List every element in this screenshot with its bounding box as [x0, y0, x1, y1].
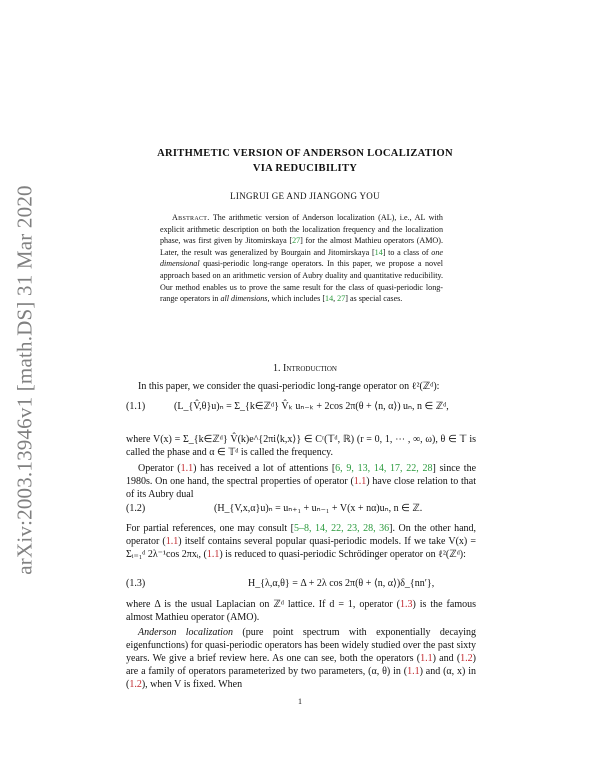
- section-title: 1. Introduction: [273, 363, 337, 374]
- paragraph-text: ) is the famous almost Mathieu operator (AMO).: [126, 599, 476, 623]
- paragraph-text: where Δ is the usual Laplacian on ℤᵈ lattice. If d = 1, operator (: [126, 599, 400, 610]
- equation-link[interactable]: 1.3: [399, 599, 413, 610]
- equation-number: (1.1): [126, 401, 146, 412]
- authors: LINGRUI GE AND JIANGONG YOU: [230, 191, 380, 201]
- emphasis: Anderson localization: [138, 627, 233, 638]
- equation-link[interactable]: 1.1: [206, 549, 220, 560]
- equation-body: (H_{V,x,α}u)ₙ = uₙ₊₁ + uₙ₋₁ + V(x + nα)uₙ, n ∈ ℤ.: [214, 503, 423, 514]
- arxiv-id: arXiv:2003.13946v1 [math.DS] 31 Mar 2020: [12, 185, 37, 575]
- equation-link[interactable]: 1.2: [460, 653, 473, 664]
- page-number: 1: [298, 697, 302, 706]
- paragraph-text: In this paper, we consider the quasi-periodic long-range operator on ℓ²(ℤᵈ):: [138, 381, 440, 392]
- paragraph-1: [126, 380, 476, 393]
- paragraph-text: ), when V is fixed. When: [141, 679, 243, 690]
- citation-link[interactable]: 5–8, 14, 22, 23, 28, 36: [294, 523, 390, 534]
- paragraph-2: where V(x) = Σ_{k∈ℤᵈ} V̂(k)e^{2πi⟨k,x⟩} ∈ Cʳ(𝕋ᵈ, ℝ) (r = 0, 1, ⋯ , ∞, ω), θ ∈ 𝕋 is called the phase and α ∈ 𝕋ᵈ is called the frequency.: [126, 434, 476, 458]
- abstract-text: quasi-periodic long-range operators. In this paper, we propose a novel approach based on an arithmetic version of Aubry duality and quantitative reducibility. Our method enables us to prove the same result for the class of quasi-periodic long-range operators in: [160, 259, 443, 304]
- title-line-1: ARITHMETIC VERSION OF ANDERSON LOCALIZATION: [157, 148, 453, 159]
- equation-link[interactable]: 1.1: [420, 653, 433, 664]
- paragraph-text: ) are a family of operators parameterized by two parameters, (α, θ) in (: [126, 653, 476, 677]
- equation-link[interactable]: 1.1: [407, 666, 420, 677]
- paragraph-3: [126, 462, 476, 501]
- paper-title: [110, 146, 500, 176]
- paragraph-text: ) and (α, x) in (: [126, 666, 477, 690]
- abstract-label: Abstract.: [172, 213, 210, 222]
- citation-link[interactable]: 27: [292, 236, 301, 246]
- equation-link[interactable]: 1.1: [165, 536, 179, 547]
- abstract-emphasis: all dimensions: [220, 294, 268, 304]
- citation-link[interactable]: 14: [325, 294, 334, 304]
- paragraph-text: ) itself contains several popular quasi-periodic models. If we take V(x) = Σᵢ₌₁ᵈ 2λ⁻¹cos 2πxᵢ, (: [126, 536, 476, 560]
- paragraph-text: ] since the 1980s. On one hand, the spectral properties of operator (: [126, 463, 477, 487]
- abstract-text: ] as special cases.: [345, 294, 403, 304]
- citation-link[interactable]: 14: [374, 247, 383, 257]
- paragraph-text: ]. On the other hand, operator (: [126, 523, 477, 547]
- title-line-2: VIA REDUCIBILITY: [252, 163, 358, 174]
- equation-link[interactable]: 1.2: [129, 679, 142, 690]
- paragraph-text: (pure point spectrum with exponentially decaying eigenfunctions) for quasi-periodic operators has been widely studied over the past sixty years. We give a brief review here. As one can see, both the operators (: [126, 627, 476, 664]
- paragraph-6: [126, 626, 476, 691]
- section-heading: [110, 363, 500, 374]
- arxiv-sidebar-stamp: [10, 170, 40, 590]
- paragraph-text: Operator (: [138, 463, 181, 474]
- equation-link[interactable]: 1.1: [353, 476, 367, 487]
- equation-body: H_{λ,α,θ} = Δ + 2λ cos 2π(θ + ⟨n, α⟩)δ_{nn′},: [248, 578, 435, 589]
- paragraph-text: ) has received a lot of attentions [: [193, 463, 336, 474]
- paragraph-text: For partial references, one may consult [: [126, 523, 295, 534]
- abstract: Abstract. The arithmetic version of Anderson localization (AL), i.e., AL with explicit arithmetic description on both the localization frequency and the localization phase, was first given by Jitomirskaya [27] for the almost Mathieu operators (AMO). Later, the result was generalized by Bourgain and Jitomirskaya [14] to a class of one dimensional quasi-periodic long-range operators. In this paper, we propose a novel approach based on an arithmetic version of Aubry duality and quantitative reducibility. Our method enables us to prove the same result for the class of quasi-periodic long-range operators in all dimensions, which includes [14, 27] as special cases.: [160, 213, 443, 304]
- equation-body: (L_{V̂,θ}u)ₙ = Σ_{k∈ℤᵈ} V̂ₖ uₙ₋ₖ + 2cos 2π(θ + ⟨n, α⟩) uₙ, n ∈ ℤᵈ,: [174, 401, 449, 412]
- paragraph-text: ) and (: [432, 653, 461, 664]
- abstract-text: The arithmetic version of Anderson localization (AL), i.e., AL with explicit arithmetic description on both the localization frequency and the localization phase, was first given by Jitomirskaya [: [160, 213, 443, 246]
- abstract-text: , which includes [: [267, 294, 326, 304]
- paragraph-text: ) is reduced to quasi-periodic Schrödinger operator on ℓ²(ℤᵈ):: [219, 549, 466, 560]
- equation-number: (1.2): [126, 503, 146, 514]
- abstract-text: ] for the almost Mathieu operators (AMO). Later, the result was generalized by Bourgain and Jitomirskaya [: [160, 236, 443, 257]
- paragraph-4: [126, 522, 476, 561]
- abstract-emphasis: one dimensional: [160, 247, 443, 269]
- abstract-text: ] to a class of: [382, 247, 432, 257]
- equation-link[interactable]: 1.1: [180, 463, 194, 474]
- equation-number: (1.3): [126, 578, 146, 589]
- paragraph-5: [126, 598, 476, 624]
- equation-1-1: [126, 398, 476, 422]
- paragraph-text: ) have close relation to that of its Aubry dual: [126, 476, 476, 500]
- citation-link[interactable]: 27: [337, 294, 346, 304]
- citation-link[interactable]: 6, 9, 13, 14, 17, 22, 28: [335, 463, 433, 474]
